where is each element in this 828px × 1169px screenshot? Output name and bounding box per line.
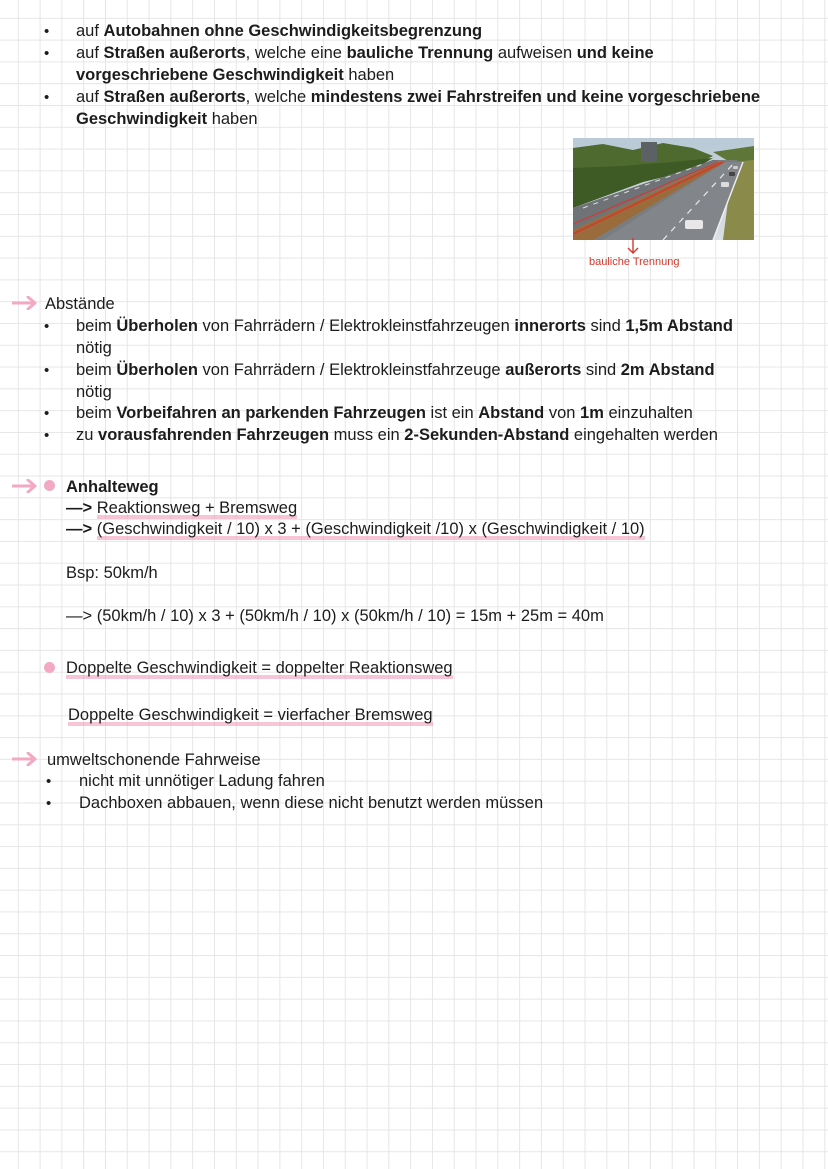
- abstand-item-1-cont: nötig: [76, 339, 112, 357]
- bullet-dot: •: [44, 405, 50, 422]
- pink-dot-icon: [44, 480, 55, 491]
- section-heading-abstaende: Abstände: [45, 295, 115, 313]
- top-bullet-3-cont: Geschwindigkeit haben: [76, 110, 258, 128]
- rule-reaktionsweg: Doppelte Geschwindigkeit = doppelter Reaktionsweg: [66, 659, 453, 677]
- arrow-right-icon: [12, 752, 38, 766]
- highway-photo: [573, 138, 754, 240]
- top-bullet-2: auf Straßen außerorts, welche eine bauliche Trennung aufweisen und keine: [76, 44, 654, 62]
- bullet-dot: •: [46, 795, 52, 812]
- anhalteweg-line-1: —> Reaktionsweg + Bremsweg: [66, 499, 298, 517]
- top-bullet-2-cont: vorgeschriebene Geschwindigkeit haben: [76, 66, 395, 84]
- top-bullet-1: auf Autobahnen ohne Geschwindigkeitsbegrenzung: [76, 22, 483, 40]
- abstand-item-1: beim Überholen von Fahrrädern / Elektrokleinstfahrzeugen innerorts sind 1,5m Abstand: [76, 317, 733, 335]
- abstand-item-2-cont: nötig: [76, 383, 112, 401]
- bullet-dot: •: [46, 773, 52, 790]
- pink-dot-icon: [44, 662, 55, 673]
- abstand-item-2: beim Überholen von Fahrrädern / Elektrokleinstfahrzeuge außerorts sind 2m Abstand: [76, 361, 715, 379]
- umwelt-item-2: Dachboxen abbauen, wenn diese nicht benutzt werden müssen: [79, 794, 544, 812]
- bullet-dot: •: [44, 89, 50, 106]
- rule-bremsweg: Doppelte Geschwindigkeit = vierfacher Bremsweg: [68, 706, 433, 724]
- anhalteweg-line-2: —> (Geschwindigkeit / 10) x 3 + (Geschwindigkeit /10) x (Geschwindigkeit / 10): [66, 520, 645, 538]
- bullet-dot: •: [44, 427, 50, 444]
- down-arrow-icon: [625, 238, 641, 256]
- arrow-right-icon: [12, 296, 38, 310]
- example-calculation: —> (50km/h / 10) x 3 + (50km/h / 10) x (50km/h / 10) = 15m + 25m = 40m: [66, 607, 604, 625]
- section-heading-anhalteweg: Anhalteweg: [66, 478, 159, 496]
- bullet-dot: •: [44, 45, 50, 62]
- bullet-dot: •: [44, 318, 50, 335]
- bullet-dot: •: [44, 362, 50, 379]
- example-label: Bsp: 50km/h: [66, 564, 158, 582]
- arrow-right-icon: [12, 479, 38, 493]
- bullet-dot: •: [44, 23, 50, 40]
- abstand-item-4: zu vorausfahrenden Fahrzeugen muss ein 2-Sekunden-Abstand eingehalten werden: [76, 426, 718, 444]
- abstand-item-3: beim Vorbeifahren an parkenden Fahrzeugen ist ein Abstand von 1m einzuhalten: [76, 404, 693, 422]
- top-bullet-3: auf Straßen außerorts, welche mindestens zwei Fahrstreifen und keine vorgeschriebene: [76, 88, 761, 106]
- section-heading-umwelt: umweltschonende Fahrweise: [47, 751, 261, 769]
- image-caption: bauliche Trennung: [589, 256, 680, 268]
- umwelt-item-1: nicht mit unnötiger Ladung fahren: [79, 772, 325, 790]
